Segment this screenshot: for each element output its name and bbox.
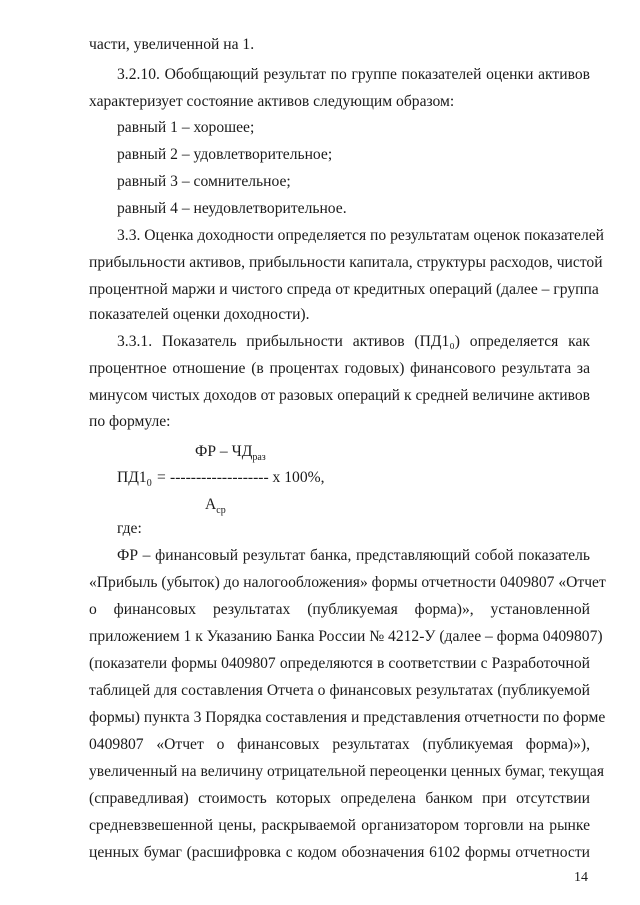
text-line: где: <box>117 520 142 537</box>
text-line: по формуле: <box>89 413 171 430</box>
text-line: ценных бумаг (расшифровка с кодом обозначения 6102 формы отчетности <box>89 844 590 861</box>
list-item: равный 3 – сомнительное; <box>117 173 291 190</box>
paragraph-3-3-1-line: 3.3.1. Показатель прибыльности активов (ПД1₀) определяется как <box>117 333 590 350</box>
text-line: процентной маржи и чистого спреда от кредитных операций (далее – группа <box>89 281 599 298</box>
text-line: о финансовых результатах (публикуемая форма)», установленной <box>89 601 590 618</box>
text-line: «Прибыль (убыток) до налогообложения» формы отчетности 0409807 «Отчет <box>89 574 606 591</box>
formula-fraction-line: ------------------- x 100%, <box>170 469 325 486</box>
text-line: части, увеличенной на 1. <box>89 36 255 53</box>
text-line: 0409807 «Отчет о финансовых результатах (публикуемая форма)»), <box>89 736 590 753</box>
text-line: процентное отношение (в процентах годовых) финансового результата за <box>89 360 590 377</box>
text-line: (показатели формы 0409807 определяются в соответствии с Разработочной <box>89 655 590 672</box>
list-item: равный 1 – хорошее; <box>117 119 255 136</box>
text-line: таблицей для составления Отчета о финансовых результатах (публикуемой <box>89 682 590 699</box>
formula-equals: = <box>157 469 166 486</box>
text-line: увеличенный на величину отрицательной переоценки ценных бумаг, текущая <box>89 763 604 780</box>
formula-lhs: $ПД1_0$ <box>117 469 152 489</box>
text-line: средневзвешенной цены, раскрываемой организатором торговли на рынке <box>89 817 590 834</box>
paragraph-3-3-line: 3.3. Оценка доходности определяется по результатам оценок показателей <box>117 227 604 244</box>
text-line: приложением 1 к Указанию Банка России № 4212-У (далее – форма 0409807) <box>89 628 603 645</box>
list-item: равный 2 – удовлетворительное; <box>117 146 333 163</box>
text-line: характеризует состояние активов следующим образом: <box>89 93 455 110</box>
text-line: прибыльности активов, прибыльности капитала, структуры расходов, чистой <box>89 254 603 271</box>
text-line: минусом чистых доходов от разовых операций к средней величине активов <box>89 387 590 404</box>
page-number: 14 <box>574 870 588 885</box>
formula-denominator: $А_{ср}$ <box>205 496 226 516</box>
text-line: (справедливая) стоимость которых определена банком при отсутствии <box>89 790 590 807</box>
text-line: показателей оценки доходности). <box>89 306 310 323</box>
paragraph-3-2-10-line: 3.2.10. Обобщающий результат по группе показателей оценки активов <box>117 66 590 83</box>
list-item: равный 4 – неудовлетворительное. <box>117 200 347 217</box>
text-line: формы) пункта 3 Порядка составления и представления отчетности по форме <box>89 709 606 726</box>
paragraph-fr-line: ФР – финансовый результат банка, представляющий собой показатель <box>117 547 590 564</box>
formula-numerator: ФР – $ЧД_{раз}$ <box>195 443 266 463</box>
